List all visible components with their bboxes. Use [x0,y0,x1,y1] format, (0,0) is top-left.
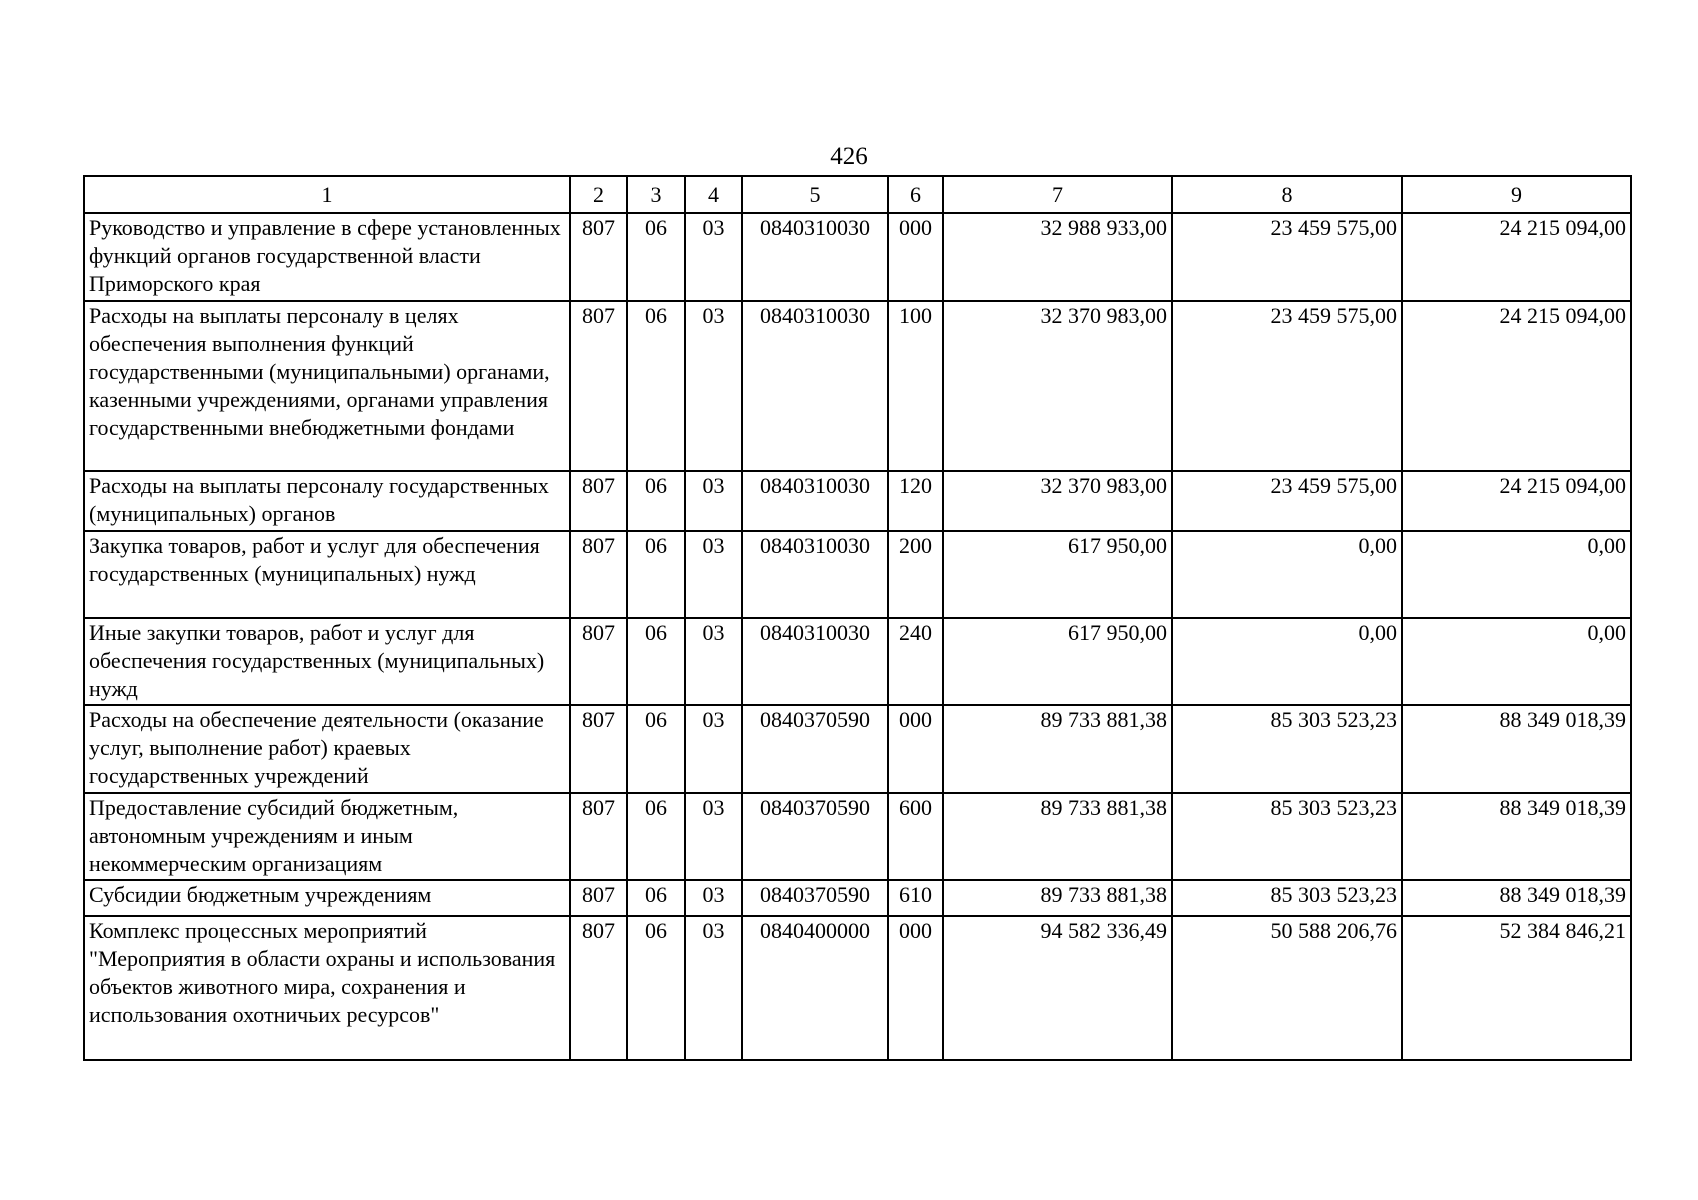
budget-table [83,175,1632,1061]
row-col-9: 0,00 [1402,618,1631,705]
row-col-5: 0840310030 [742,618,888,705]
row-col-4: 03 [685,880,742,916]
row-col-2: 807 [570,793,627,880]
row-col-2: 807 [570,301,627,471]
row-col-6: 200 [888,531,943,618]
row-col-7: 32 370 983,00 [943,301,1172,471]
row-col-5: 0840400000 [742,916,888,1060]
header-col-8: 8 [1172,176,1402,213]
header-col-1: 1 [84,176,570,213]
header-col-9: 9 [1402,176,1631,213]
row-col-8: 50 588 206,76 [1172,916,1402,1060]
row-col-6: 240 [888,618,943,705]
row-col-2: 807 [570,916,627,1060]
row-name: Субсидии бюджетным учреждениям [84,880,570,916]
row-col-2: 807 [570,705,627,793]
row-col-3: 06 [627,618,685,705]
row-col-4: 03 [685,213,742,301]
row-col-2: 807 [570,880,627,916]
row-col-7: 617 950,00 [943,618,1172,705]
row-col-3: 06 [627,880,685,916]
row-name: Руководство и управление в сфере установленных функций органов государственной власти Приморского края [84,213,570,301]
row-col-6: 610 [888,880,943,916]
row-col-9: 24 215 094,00 [1402,213,1631,301]
table-row [84,793,1631,880]
row-col-8: 23 459 575,00 [1172,471,1402,531]
row-col-8: 0,00 [1172,531,1402,618]
row-col-7: 94 582 336,49 [943,916,1172,1060]
row-col-9: 24 215 094,00 [1402,471,1631,531]
row-col-6: 000 [888,213,943,301]
table-row [84,471,1631,531]
row-name: Предоставление субсидий бюджетным, автономным учреждениям и иным некоммерческим организациям [84,793,570,880]
row-col-7: 89 733 881,38 [943,705,1172,793]
row-col-4: 03 [685,916,742,1060]
row-col-3: 06 [627,916,685,1060]
row-col-8: 0,00 [1172,618,1402,705]
row-col-6: 100 [888,301,943,471]
row-col-4: 03 [685,705,742,793]
row-col-8: 23 459 575,00 [1172,213,1402,301]
row-col-5: 0840310030 [742,301,888,471]
table-row [84,531,1631,618]
row-col-3: 06 [627,531,685,618]
row-col-3: 06 [627,301,685,471]
row-col-2: 807 [570,618,627,705]
row-col-7: 32 370 983,00 [943,471,1172,531]
table-row [84,618,1631,705]
header-col-5: 5 [742,176,888,213]
row-name: Закупка товаров, работ и услуг для обеспечения государственных (муниципальных) нужд [84,531,570,618]
row-name: Иные закупки товаров, работ и услуг для обеспечения государственных (муниципальных) нужд [84,618,570,705]
row-col-8: 85 303 523,23 [1172,705,1402,793]
table-row [84,916,1631,1060]
row-name: Расходы на выплаты персоналу в целях обеспечения выполнения функций государственными (муниципальными) органами, казенными учреждениями, органами управления государственными внебюджетными фондами [84,301,570,471]
row-col-9: 88 349 018,39 [1402,793,1631,880]
header-col-3: 3 [627,176,685,213]
row-col-5: 0840370590 [742,793,888,880]
row-name: Расходы на выплаты персоналу государственных (муниципальных) органов [84,471,570,531]
row-col-6: 000 [888,705,943,793]
row-name: Расходы на обеспечение деятельности (оказание услуг, выполнение работ) краевых государственных учреждений [84,705,570,793]
row-col-9: 0,00 [1402,531,1631,618]
row-col-4: 03 [685,618,742,705]
row-col-9: 52 384 846,21 [1402,916,1631,1060]
table-row [84,301,1631,471]
header-col-6: 6 [888,176,943,213]
row-col-5: 0840370590 [742,705,888,793]
row-col-9: 88 349 018,39 [1402,705,1631,793]
row-col-9: 88 349 018,39 [1402,880,1631,916]
row-name: Комплекс процессных мероприятий "Мероприятия в области охраны и использования объектов животного мира, сохранения и использования охотничьих ресурсов" [84,916,570,1060]
header-col-4: 4 [685,176,742,213]
row-col-3: 06 [627,471,685,531]
row-col-8: 85 303 523,23 [1172,880,1402,916]
row-col-8: 85 303 523,23 [1172,793,1402,880]
row-col-3: 06 [627,213,685,301]
row-col-7: 89 733 881,38 [943,880,1172,916]
row-col-5: 0840310030 [742,213,888,301]
table-row [84,705,1631,793]
row-col-7: 32 988 933,00 [943,213,1172,301]
row-col-5: 0840310030 [742,531,888,618]
header-col-7: 7 [943,176,1172,213]
row-col-2: 807 [570,471,627,531]
row-col-2: 807 [570,531,627,618]
row-col-5: 0840310030 [742,471,888,531]
row-col-5: 0840370590 [742,880,888,916]
row-col-7: 617 950,00 [943,531,1172,618]
table-row [84,213,1631,301]
row-col-6: 600 [888,793,943,880]
row-col-8: 23 459 575,00 [1172,301,1402,471]
row-col-4: 03 [685,471,742,531]
header-col-2: 2 [570,176,627,213]
row-col-4: 03 [685,531,742,618]
header-row [84,176,1631,213]
row-col-3: 06 [627,705,685,793]
row-col-9: 24 215 094,00 [1402,301,1631,471]
row-col-4: 03 [685,793,742,880]
row-col-7: 89 733 881,38 [943,793,1172,880]
row-col-6: 120 [888,471,943,531]
row-col-6: 000 [888,916,943,1060]
page-number: 426 [830,143,868,170]
row-col-3: 06 [627,793,685,880]
row-col-2: 807 [570,213,627,301]
row-col-4: 03 [685,301,742,471]
table-row [84,880,1631,916]
